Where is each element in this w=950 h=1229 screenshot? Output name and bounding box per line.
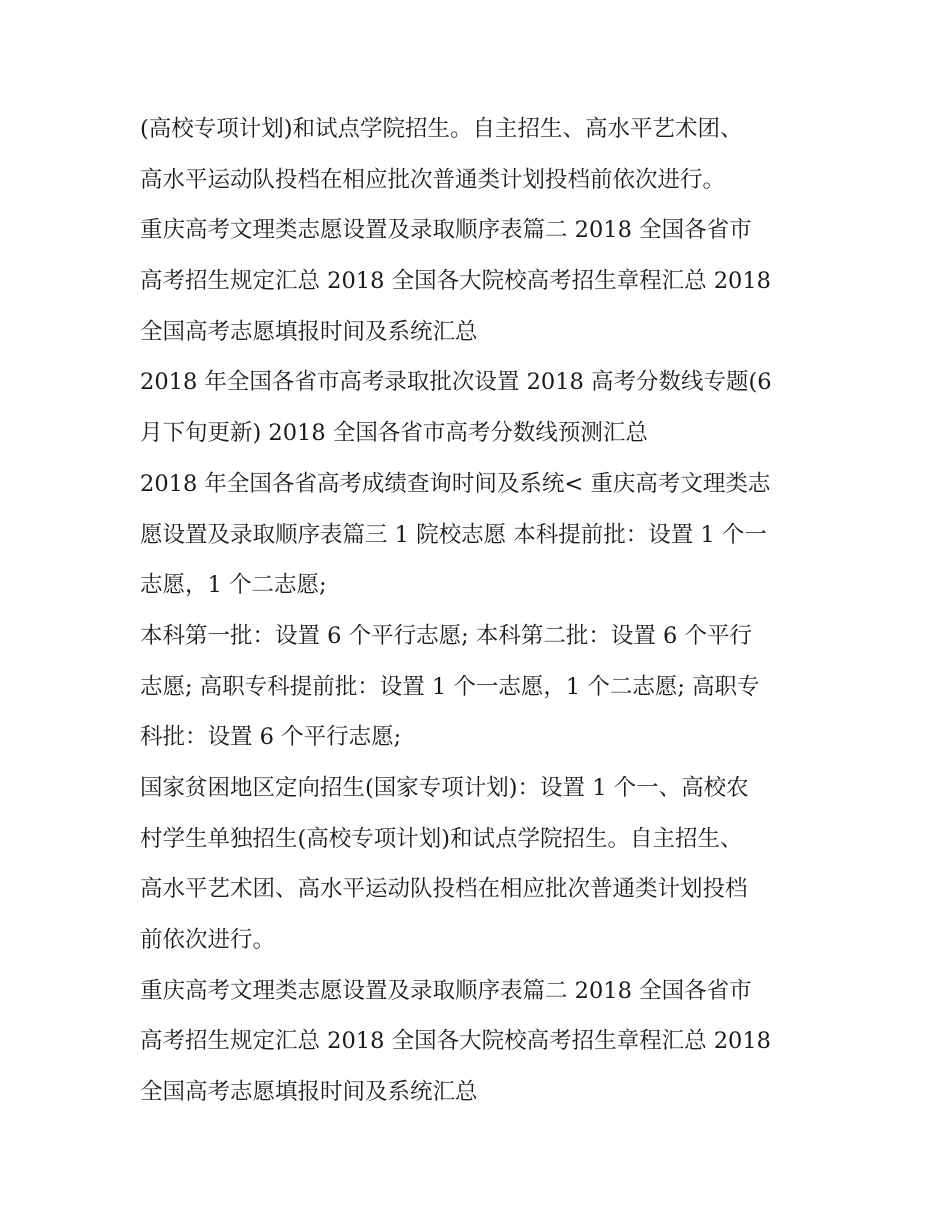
text-line: 重庆高考文理类志愿设置及录取顺序表篇二 2018 全国各省市 (140, 977, 752, 1004)
document-body (140, 104, 820, 1118)
text-line: 高水平运动队投档在相应批次普通类计划投档前依次进行。 (140, 166, 726, 193)
text-line: 高水平艺术团、高水平运动队投档在相应批次普通类计划投档 (140, 876, 748, 903)
text-line: 2018 年全国各省市高考录取批次设置 2018 高考分数线专题(6 (140, 369, 772, 396)
text-line: 村学生单独招生(高校专项计划)和试点学院招生。自主招生、 (140, 825, 743, 852)
text-line: 全国高考志愿填报时间及系统汇总 (140, 1079, 478, 1106)
text-line: 志愿，1 个二志愿; (140, 572, 327, 599)
text-line: 月下旬更新) 2018 全国各省市高考分数线预测汇总 (140, 420, 648, 447)
text-line: 前依次进行。 (140, 927, 276, 953)
text-line: 高考招生规定汇总 2018 全国各大院校高考招生章程汇总 2018 (140, 268, 771, 295)
text-line: (高校专项计划)和试点学院招生。自主招生、高水平艺术团、 (140, 116, 743, 142)
text-line: 愿设置及录取顺序表篇三 1 院校志愿 本科提前批：设置 1 个一 (140, 521, 767, 548)
text-line: 科批：设置 6 个平行志愿; (140, 724, 402, 751)
text-line: 志愿; 高职专科提前批：设置 1 个一志愿，1 个二志愿; 高职专 (140, 673, 760, 700)
text-line: 本科第一批：设置 6 个平行志愿; 本科第二批：设置 6 个平行 (140, 622, 752, 649)
text-line: 高考招生规定汇总 2018 全国各大院校高考招生章程汇总 2018 (140, 1028, 771, 1055)
text-line: 重庆高考文理类志愿设置及录取顺序表篇二 2018 全国各省市 (140, 217, 752, 244)
text-line: 2018 年全国各省高考成绩查询时间及系统< 重庆高考文理类志 (140, 470, 771, 497)
text-line: 全国高考志愿填报时间及系统汇总 (140, 318, 478, 345)
text-line: 国家贫困地区定向招生(国家专项计划)：设置 1 个一、高校农 (140, 774, 749, 801)
